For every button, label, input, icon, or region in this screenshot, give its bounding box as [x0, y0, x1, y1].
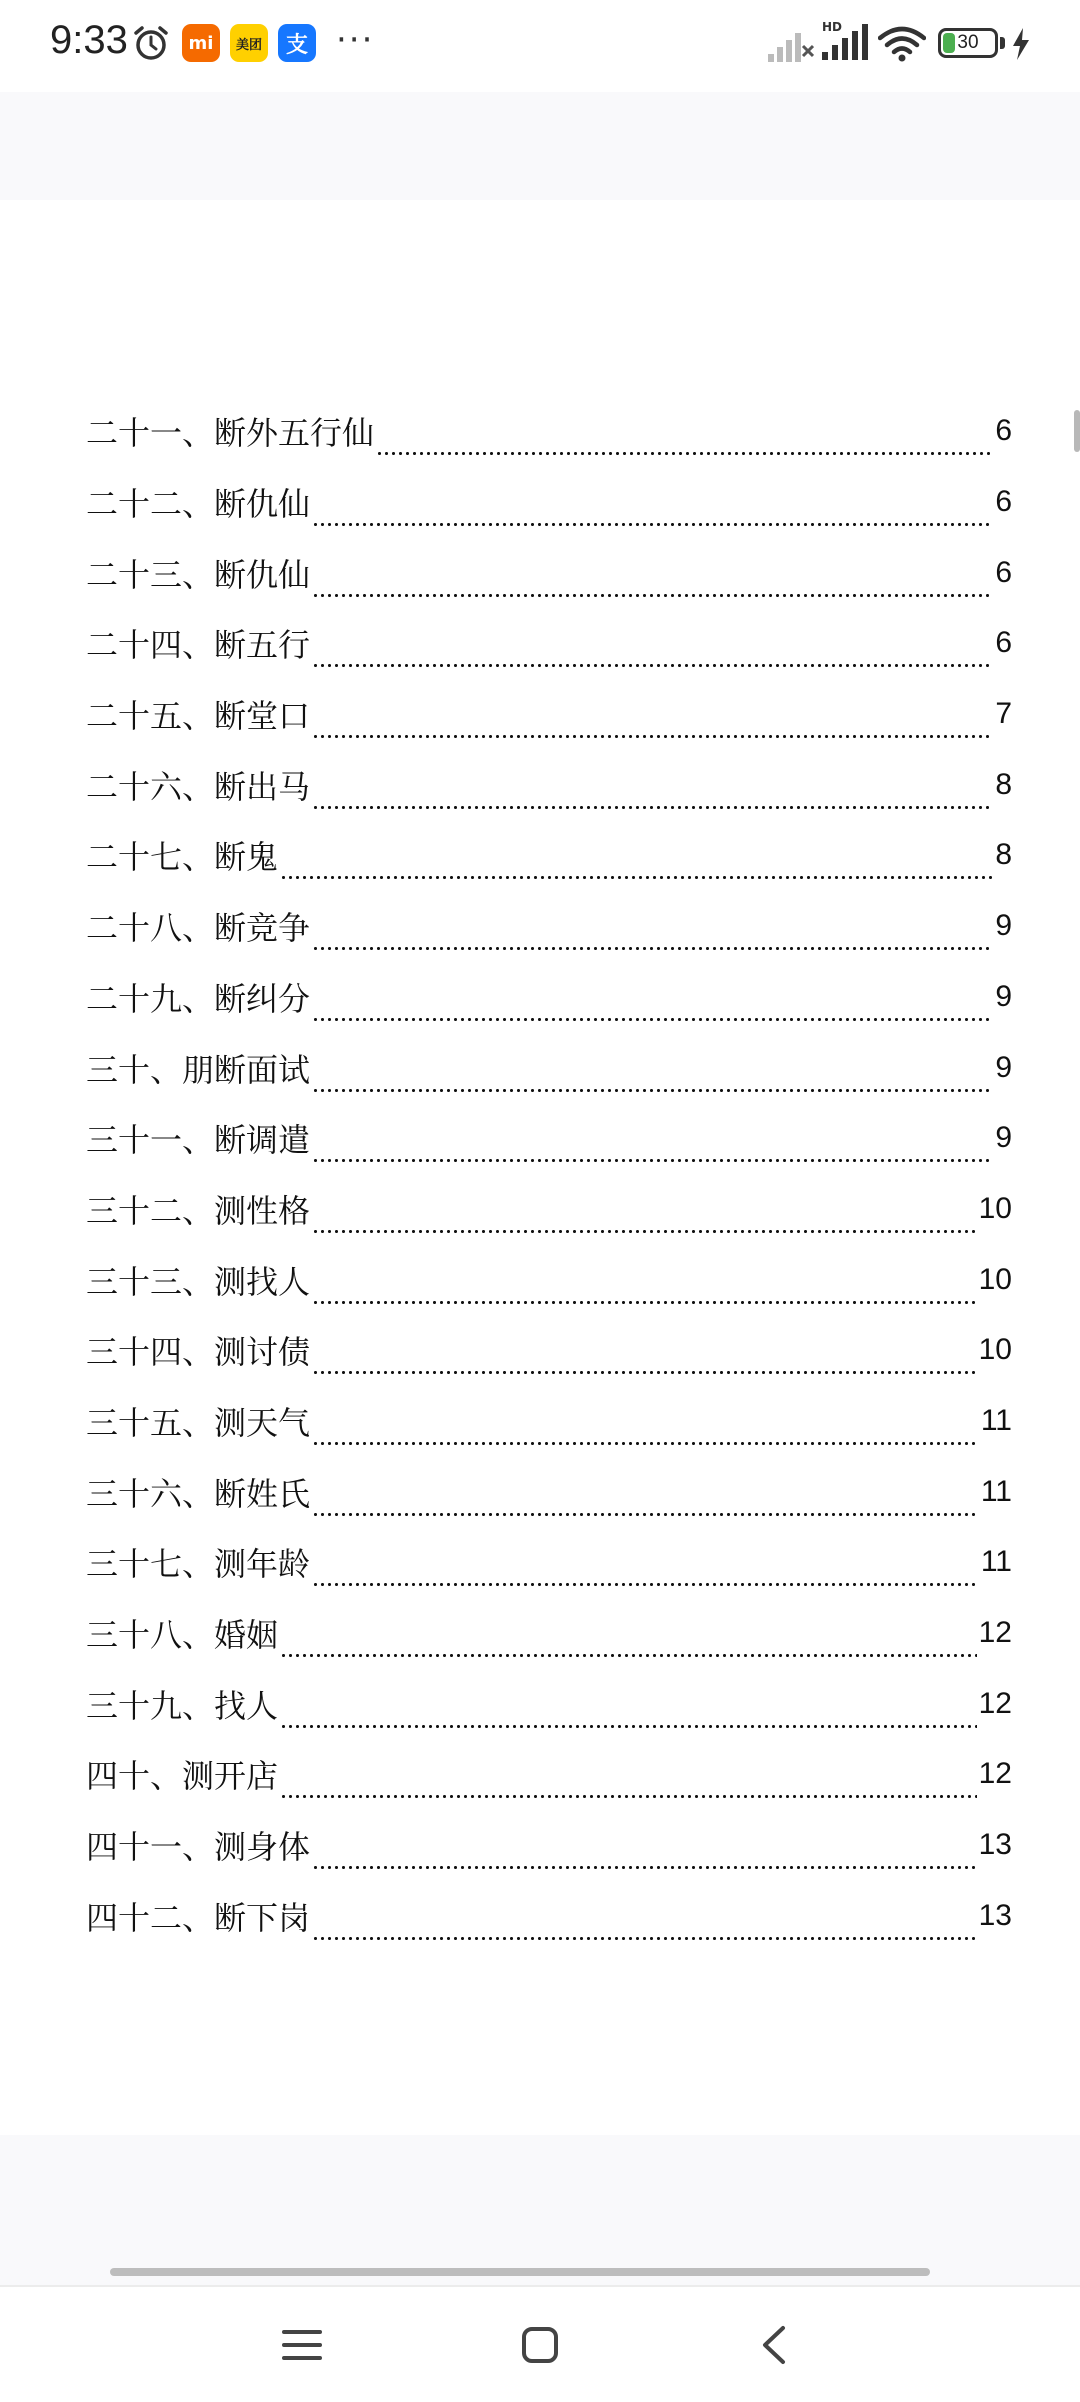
toc-entry[interactable] [86, 962, 1012, 1033]
toc-entry-page: 9 [995, 1050, 1012, 1084]
battery-percent: 30 [957, 32, 979, 53]
toc-entry-page: 12 [978, 1686, 1012, 1720]
toc-entry[interactable] [86, 1668, 1012, 1739]
toc-entry-page: 13 [978, 1898, 1012, 1932]
toc-entry-title: 二十九、断纠分 [86, 979, 311, 1018]
toc-leader-dots [312, 1061, 992, 1093]
menu-icon [282, 2328, 322, 2362]
scroll-thumb[interactable] [1074, 410, 1080, 452]
toc-leader-dots [312, 707, 992, 739]
toc-entry[interactable] [86, 749, 1012, 820]
toc-entry-title: 三十七、测年龄 [86, 1545, 311, 1584]
toc-entry[interactable] [86, 1103, 1012, 1174]
toc-entry-title: 三十八、婚姻 [86, 1616, 279, 1655]
toc-entry-title: 三十五、测天气 [86, 1403, 311, 1442]
toc-entry-title: 二十四、断五行 [86, 626, 311, 665]
toc-entry-page: 13 [978, 1828, 1012, 1862]
toc-entry-page: 8 [995, 838, 1012, 872]
toc-leader-dots [280, 1697, 977, 1729]
battery-cap [1000, 37, 1005, 49]
toc-entry[interactable] [86, 1810, 1012, 1881]
toc-entry[interactable] [86, 679, 1012, 750]
toc-entry[interactable] [86, 396, 1012, 467]
alipay-icon: 支 [278, 24, 316, 62]
mi-icon: mi [182, 24, 220, 62]
toc-entry-title: 三十四、测讨债 [86, 1333, 311, 1372]
toc-leader-dots [312, 1414, 979, 1446]
battery-icon [938, 28, 998, 58]
toc-entry-page: 10 [978, 1262, 1012, 1296]
toc-leader-dots [312, 990, 992, 1022]
toc-entry[interactable] [86, 1880, 1012, 1951]
more-notifications-icon: ··· [336, 20, 375, 60]
toc-entry-page: 9 [995, 1121, 1012, 1155]
toc-entry[interactable] [86, 608, 1012, 679]
toc-entry-page: 12 [978, 1757, 1012, 1791]
toc-entry-title: 四十、测开店 [86, 1757, 279, 1796]
toc-entry[interactable] [86, 1315, 1012, 1386]
toc-entry-title: 三十一、断调遣 [86, 1121, 311, 1160]
toc-entry-page: 10 [978, 1191, 1012, 1225]
toc-leader-dots [312, 1273, 977, 1305]
toc-entry-page: 6 [995, 485, 1012, 519]
toc-leader-dots [312, 495, 992, 527]
toc-leader-dots [376, 424, 992, 456]
toc-entry-title: 三十九、找人 [86, 1686, 279, 1725]
reading-progress-bar[interactable] [110, 2268, 930, 2276]
home-button[interactable] [510, 2315, 570, 2375]
toc-entry-title: 二十八、断竞争 [86, 909, 311, 948]
status-time: 9:33 [50, 18, 128, 62]
toc-leader-dots [312, 1202, 977, 1234]
toc-leader-dots [312, 1131, 992, 1163]
toc-entry-title: 二十六、断出马 [86, 767, 311, 806]
toc-entry-title: 三十二、测性格 [86, 1191, 311, 1230]
toc-leader-dots [280, 1626, 977, 1658]
meituan-icon: 美团 [230, 24, 268, 62]
toc-entry-page: 12 [978, 1616, 1012, 1650]
back-icon [759, 2325, 789, 2365]
toc-leader-dots [312, 778, 992, 810]
toc-entry[interactable] [86, 1244, 1012, 1315]
toc-entry-page: 9 [995, 979, 1012, 1013]
toc-entry-page: 6 [995, 626, 1012, 660]
toc-entry-title: 二十二、断仇仙 [86, 485, 311, 524]
toc-leader-dots [280, 1767, 977, 1799]
toc-entry-title: 二十七、断鬼 [86, 838, 279, 877]
toc-entry[interactable] [86, 1598, 1012, 1669]
toc-entry-page: 9 [995, 909, 1012, 943]
alarm-icon [132, 24, 170, 62]
toc-leader-dots [312, 1343, 977, 1375]
toc-entry[interactable] [86, 1456, 1012, 1527]
network-type-label: HD [822, 20, 843, 34]
toc-entry[interactable] [86, 1174, 1012, 1245]
toc-entry-title: 三十三、测找人 [86, 1262, 311, 1301]
table-of-contents [86, 396, 1012, 1951]
toc-entry-page: 11 [980, 1403, 1012, 1437]
toc-entry[interactable] [86, 1032, 1012, 1103]
toc-entry-page: 10 [978, 1333, 1012, 1367]
recent-apps-button[interactable] [272, 2315, 332, 2375]
toc-entry-title: 四十二、断下岗 [86, 1898, 311, 1937]
toc-entry-page: 6 [995, 555, 1012, 589]
toc-entry-page: 7 [995, 697, 1012, 731]
charging-bolt-icon [1012, 28, 1030, 60]
toc-entry-title: 四十一、测身体 [86, 1828, 311, 1867]
toc-entry-page: 11 [980, 1474, 1012, 1508]
toc-entry-title: 二十五、断堂口 [86, 697, 311, 736]
toc-entry[interactable] [86, 820, 1012, 891]
toc-entry[interactable] [86, 891, 1012, 962]
toc-entry-title: 二十三、断仇仙 [86, 555, 311, 594]
toc-leader-dots [312, 919, 992, 951]
toc-leader-dots [312, 1909, 977, 1941]
toc-entry[interactable] [86, 1386, 1012, 1457]
toc-entry-title: 二十一、断外五行仙 [86, 414, 375, 453]
toc-entry[interactable] [86, 537, 1012, 608]
toc-entry-title: 三十、朋断面试 [86, 1050, 311, 1089]
toc-entry-page: 11 [980, 1545, 1012, 1579]
toc-leader-dots [280, 848, 992, 880]
home-icon [521, 2326, 559, 2364]
toc-entry[interactable] [86, 1527, 1012, 1598]
status-bar [0, 0, 1080, 92]
toc-entry[interactable] [86, 467, 1012, 538]
toc-entry-title: 三十六、断姓氏 [86, 1474, 311, 1513]
page-gap-top [0, 92, 1080, 200]
toc-entry-page: 6 [995, 414, 1012, 448]
back-button[interactable] [744, 2315, 804, 2375]
toc-leader-dots [312, 636, 992, 668]
toc-leader-dots [312, 1555, 979, 1587]
page-gap-bottom [0, 2135, 1080, 2285]
toc-leader-dots [312, 1485, 979, 1517]
toc-entry[interactable] [86, 1739, 1012, 1810]
wifi-icon [878, 26, 926, 62]
signal-no-service-icon [768, 28, 814, 62]
system-navigation-bar [0, 2285, 1080, 2402]
toc-entry-page: 8 [995, 767, 1012, 801]
toc-leader-dots [312, 1838, 977, 1870]
signal-strength-icon [822, 24, 870, 60]
toc-leader-dots [312, 566, 992, 598]
